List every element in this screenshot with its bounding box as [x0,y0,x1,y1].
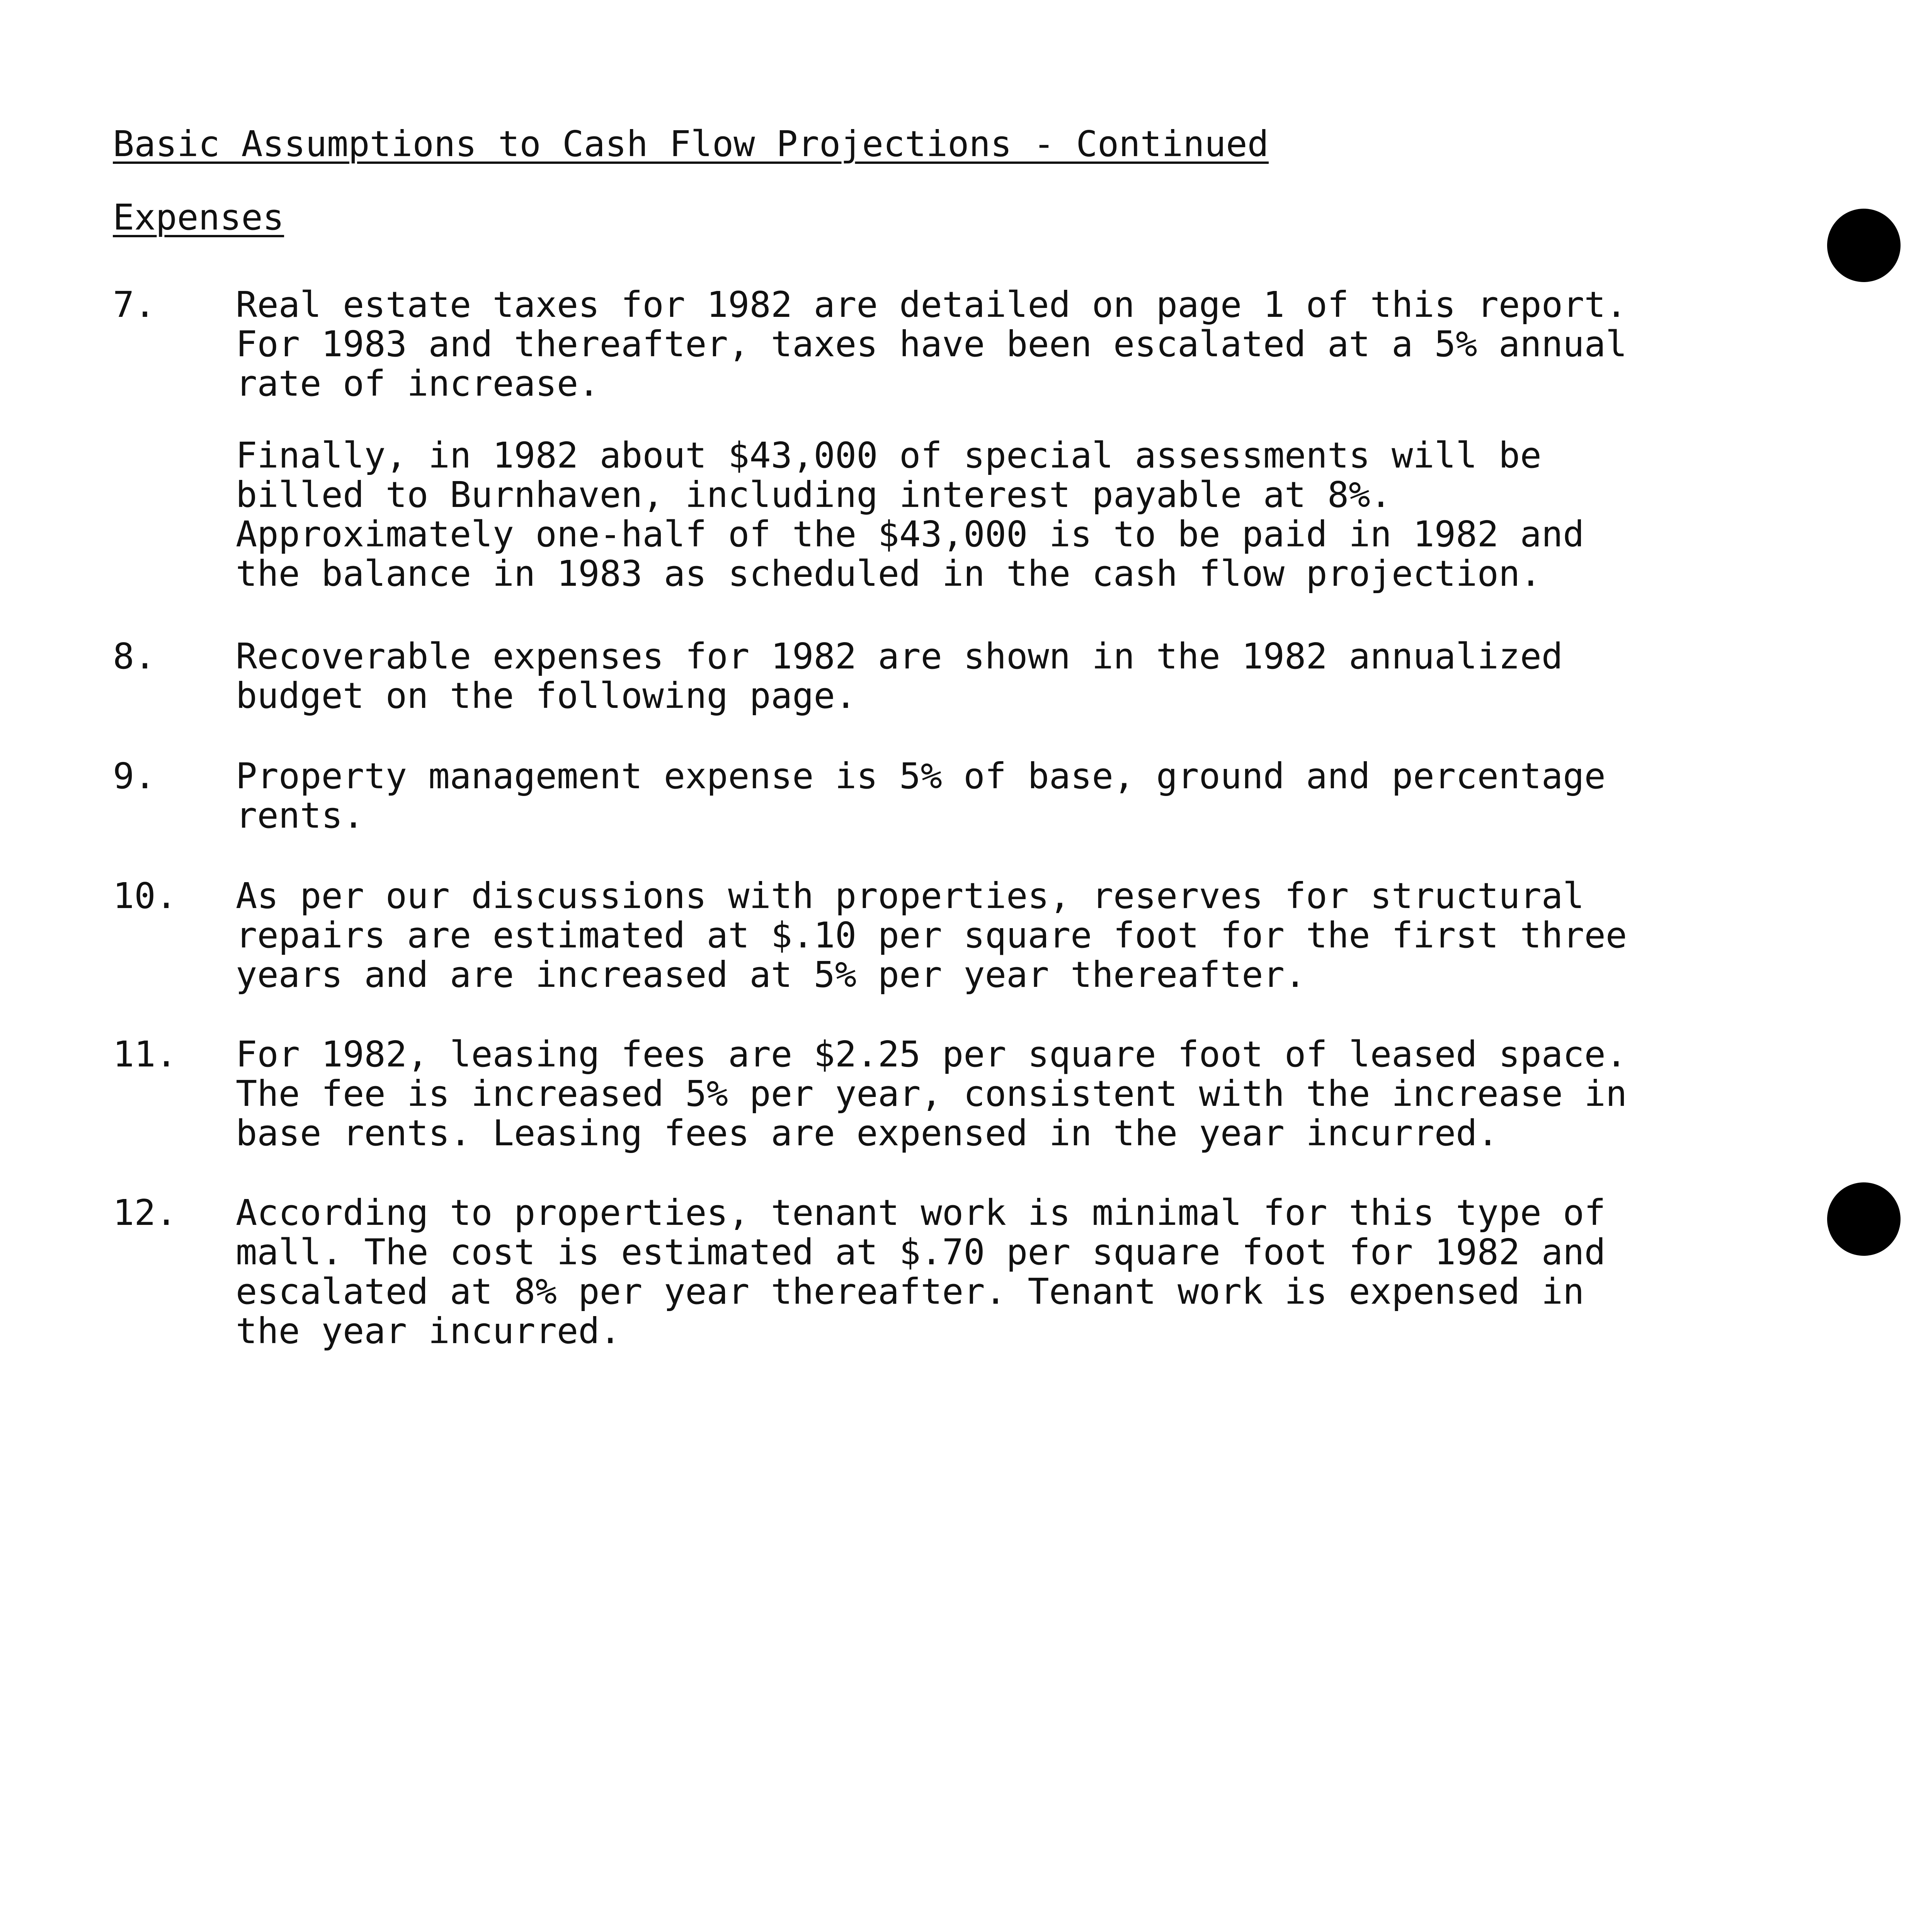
punch-hole [1827,1182,1901,1256]
item-paragraph: Finally, in 1982 about $43,000 of special assessments will be billed to Burnhaven, including interest payable at 8%. Approximately one-half of the $43,000 is to be paid in 1982 and the balance in 1983 as scheduled in the cash flow projection. [236,435,1584,594]
page-title: Basic Assumptions to Cash Flow Projections - Continued [113,123,1269,165]
item-paragraph: As per our discussions with properties, reserves for structural repairs are estimated at $.10 per square foot for the first three years and are increased at 5% per year thereafter. [236,875,1627,995]
item-number: 9. [113,755,156,797]
item-number: 11. [113,1034,177,1075]
item-number: 12. [113,1192,177,1233]
item-number: 8. [113,636,156,677]
punch-hole [1827,209,1901,282]
item-paragraph: According to properties, tenant work is minimal for this type of mall. The cost is estimated at $.70 per square foot for 1982 and escalated at 8% per year thereafter. Tenant work is expensed in the year incurred. [236,1192,1606,1352]
item-paragraph: Property management expense is 5% of base, ground and percentage rents. [236,755,1606,836]
item-paragraph: Real estate taxes for 1982 are detailed on page 1 of this report. For 1983 and thereafter, taxes have been escalated at a 5% annual rate of increase. [236,284,1627,404]
item-number: 10. [113,875,177,917]
section-heading-expenses: Expenses [113,197,284,238]
item-number: 7. [113,284,156,325]
item-paragraph: Recoverable expenses for 1982 are shown in the 1982 annualized budget on the following page. [236,636,1563,716]
item-paragraph: For 1982, leasing fees are $2.25 per square foot of leased space. The fee is increased 5% per year, consistent with the increase in base rents. Leasing fees are expensed in the year incurred. [236,1034,1627,1154]
